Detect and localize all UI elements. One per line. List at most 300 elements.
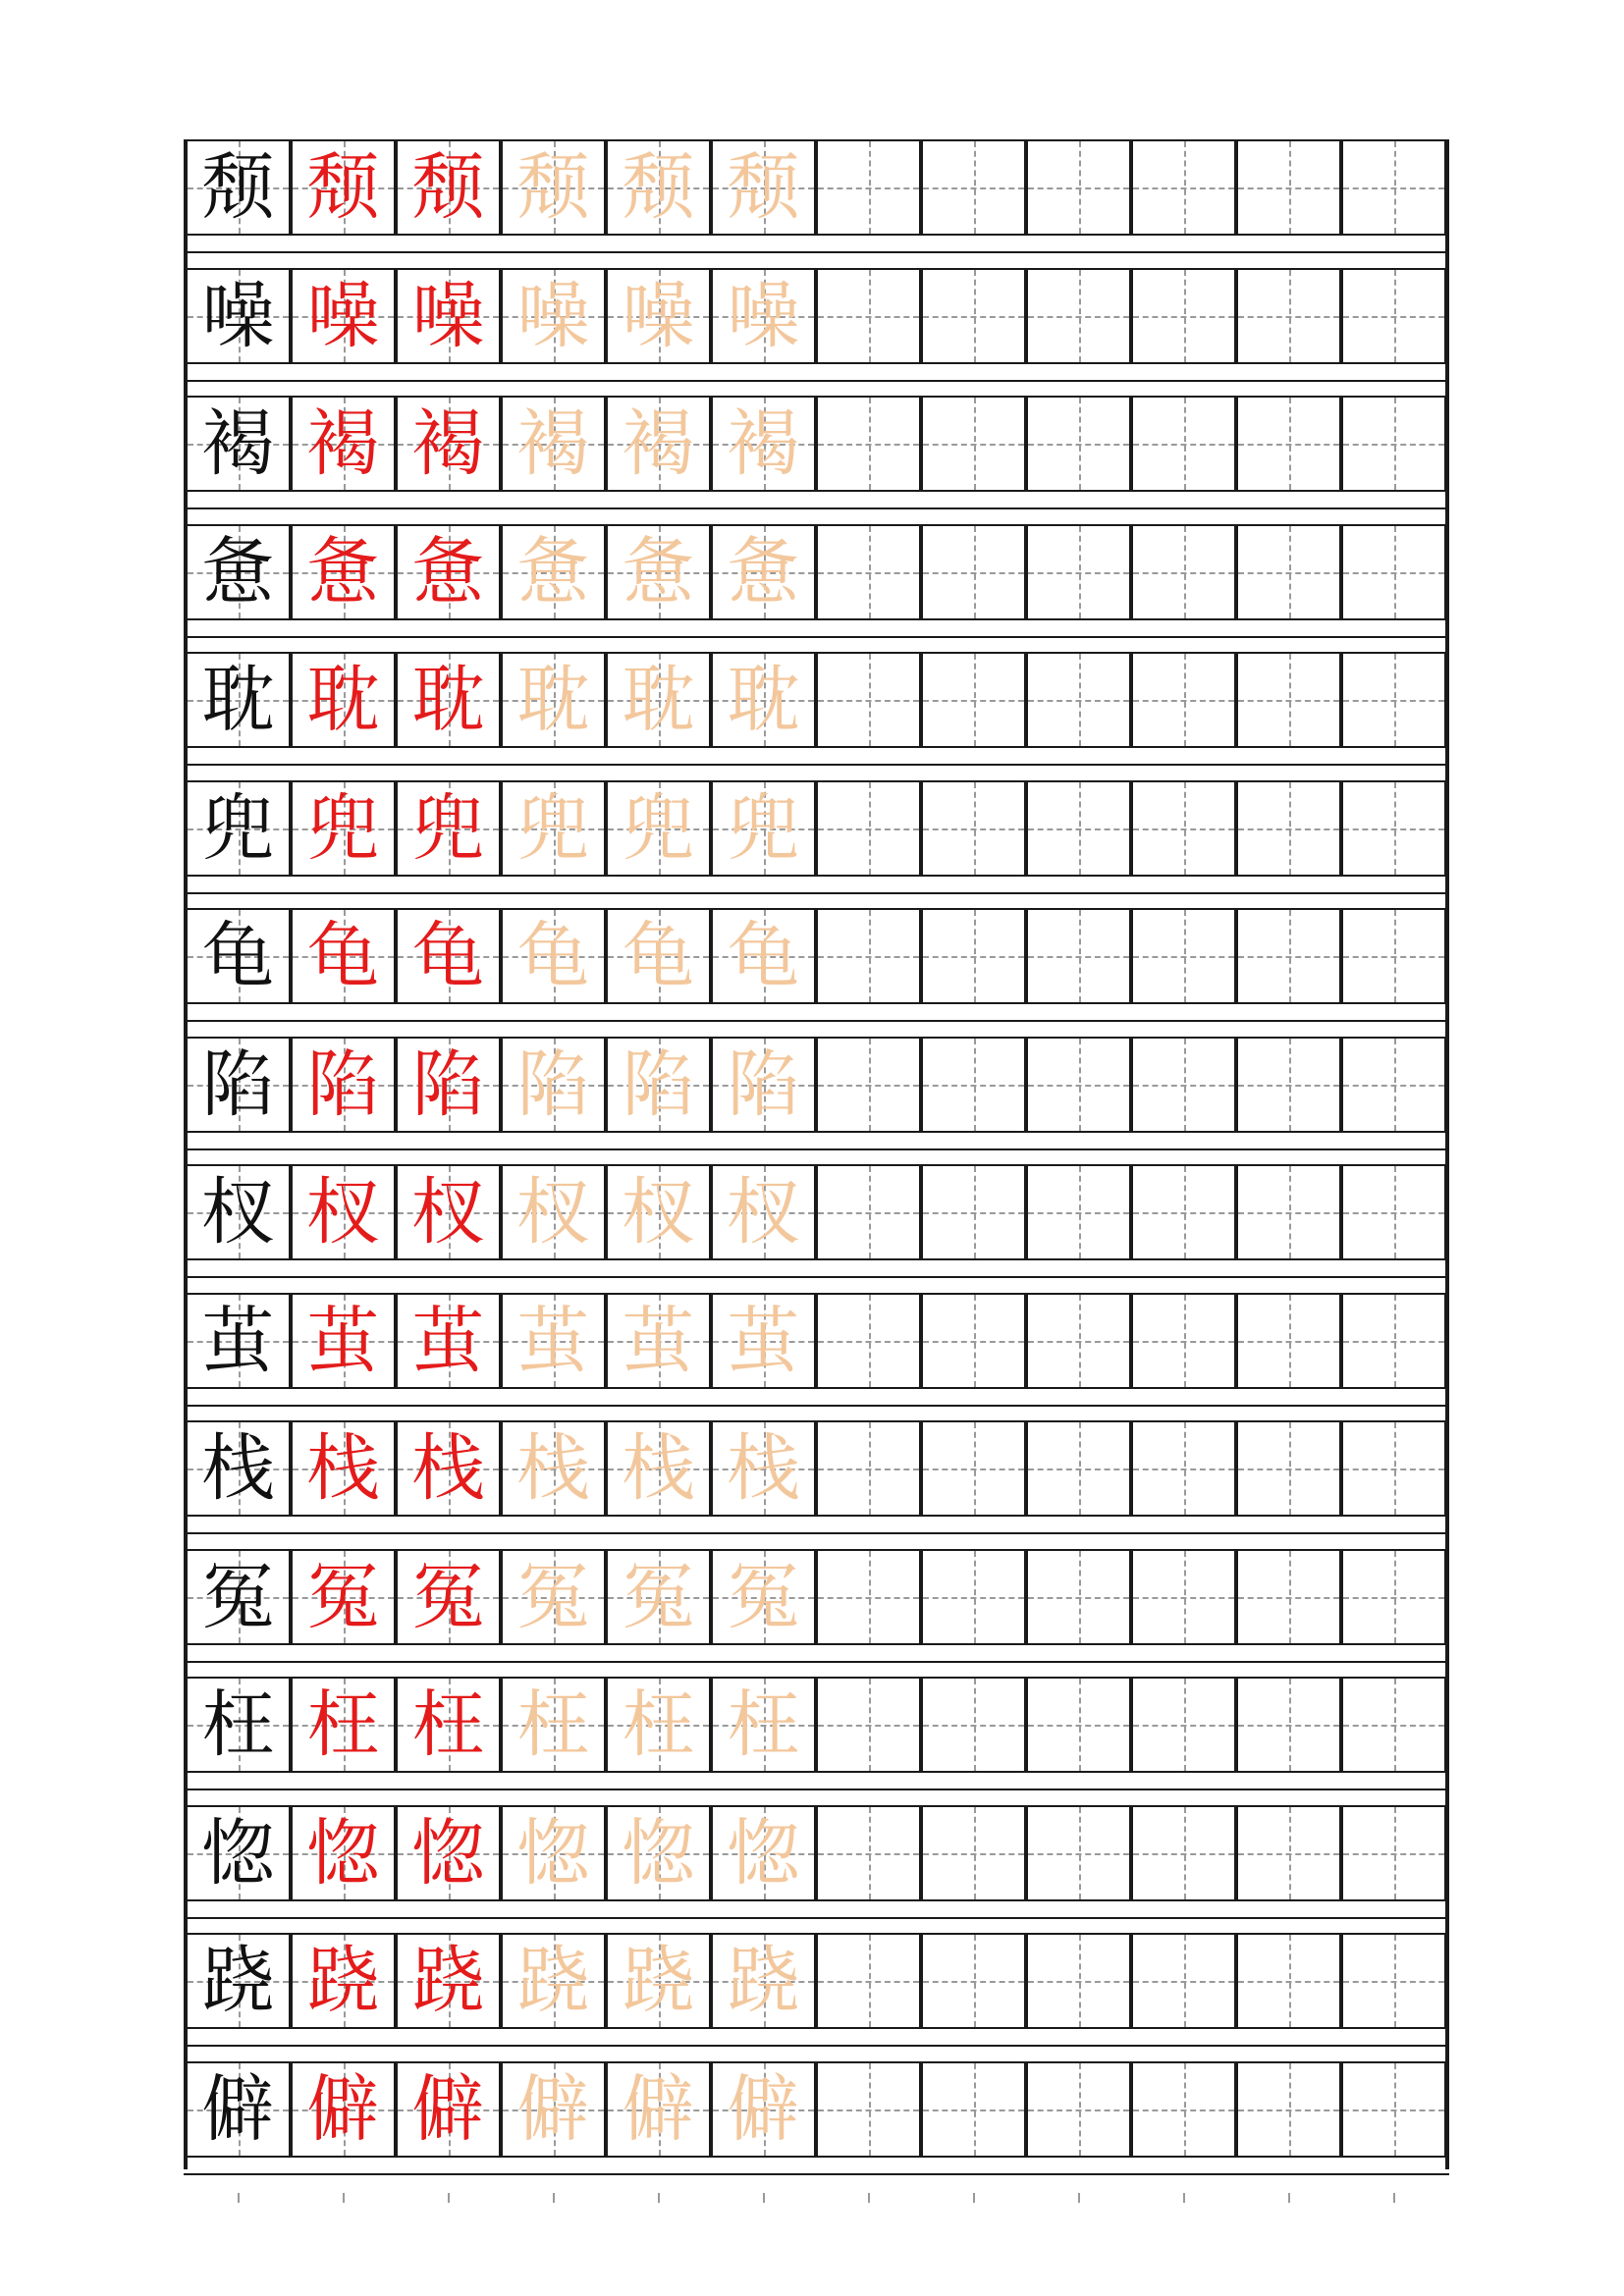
practice-cell bbox=[816, 1037, 921, 1133]
model-character: 僻 bbox=[201, 2067, 275, 2152]
guide-line-horizontal bbox=[923, 2109, 1024, 2111]
practice-cell bbox=[711, 1805, 816, 1901]
red-copy-character: 惚 bbox=[411, 1811, 485, 1896]
practice-cell bbox=[1236, 139, 1341, 236]
practice-cell bbox=[816, 139, 921, 236]
trace-character: 惚 bbox=[516, 1811, 590, 1896]
practice-cell bbox=[1026, 1164, 1131, 1260]
practice-cell bbox=[1236, 524, 1341, 620]
guide-line-horizontal bbox=[923, 316, 1024, 318]
red-copy-character: 跷 bbox=[306, 1939, 380, 2023]
guide-line-horizontal bbox=[818, 187, 919, 189]
practice-cell bbox=[921, 139, 1026, 236]
practice-cell bbox=[711, 1549, 816, 1645]
red-copy-character: 僻 bbox=[411, 2067, 485, 2152]
guide-line-horizontal bbox=[818, 1341, 919, 1343]
practice-cell bbox=[1341, 1037, 1446, 1133]
guide-line-horizontal bbox=[1133, 828, 1234, 830]
guide-line-horizontal bbox=[1133, 1085, 1234, 1087]
row-separator-line bbox=[184, 1276, 1449, 1278]
practice-cell bbox=[501, 1933, 606, 2029]
practice-cell bbox=[1236, 652, 1341, 748]
practice-cell bbox=[1236, 1293, 1341, 1389]
guide-line-horizontal bbox=[1028, 1468, 1129, 1470]
trace-character: 惫 bbox=[516, 530, 590, 614]
practice-cell bbox=[711, 652, 816, 748]
practice-cell bbox=[921, 1420, 1026, 1517]
trace-character: 跷 bbox=[516, 1939, 590, 2023]
practice-cell bbox=[186, 1677, 291, 1773]
red-copy-character: 惫 bbox=[306, 530, 380, 614]
trace-character: 跷 bbox=[727, 1939, 800, 2023]
practice-row bbox=[184, 396, 1449, 492]
model-character: 惚 bbox=[201, 1811, 275, 1896]
trace-character: 陷 bbox=[622, 1042, 695, 1127]
practice-cell bbox=[186, 268, 291, 364]
practice-cell bbox=[921, 652, 1026, 748]
practice-cell bbox=[291, 1420, 396, 1517]
guide-line-horizontal bbox=[1343, 444, 1444, 446]
guide-line-horizontal bbox=[1133, 444, 1234, 446]
practice-cell bbox=[1131, 2061, 1236, 2158]
practice-cell bbox=[606, 396, 711, 492]
practice-cell bbox=[396, 652, 501, 748]
guide-line-horizontal bbox=[1133, 572, 1234, 574]
practice-cell bbox=[1341, 268, 1446, 364]
trace-character: 茧 bbox=[622, 1299, 695, 1383]
practice-cell bbox=[396, 1037, 501, 1133]
trace-character: 陷 bbox=[727, 1042, 800, 1127]
red-copy-character: 褐 bbox=[306, 401, 380, 486]
red-copy-character: 枉 bbox=[411, 1682, 485, 1767]
guide-line-horizontal bbox=[1133, 2109, 1234, 2111]
guide-line-horizontal bbox=[1238, 828, 1339, 830]
practice-cell bbox=[1236, 2061, 1341, 2158]
practice-cell bbox=[816, 524, 921, 620]
practice-cell bbox=[816, 396, 921, 492]
practice-cell bbox=[921, 1805, 1026, 1901]
practice-cell bbox=[1131, 268, 1236, 364]
practice-cell bbox=[921, 1037, 1026, 1133]
practice-cell bbox=[186, 652, 291, 748]
trace-character: 惫 bbox=[727, 530, 800, 614]
practice-cell bbox=[396, 1933, 501, 2029]
practice-cell bbox=[816, 1677, 921, 1773]
trace-character: 兜 bbox=[622, 786, 695, 871]
guide-line-horizontal bbox=[818, 444, 919, 446]
practice-cell bbox=[711, 1420, 816, 1517]
practice-cell bbox=[711, 1933, 816, 2029]
practice-cell bbox=[1131, 1293, 1236, 1389]
guide-line-horizontal bbox=[1343, 316, 1444, 318]
trace-character: 陷 bbox=[516, 1042, 590, 1127]
practice-cell bbox=[501, 139, 606, 236]
guide-line-horizontal bbox=[1343, 1341, 1444, 1343]
guide-line-horizontal bbox=[1238, 700, 1339, 702]
practice-cell bbox=[186, 396, 291, 492]
practice-cell bbox=[816, 1933, 921, 2029]
practice-cell bbox=[921, 1293, 1026, 1389]
model-character: 陷 bbox=[201, 1042, 275, 1127]
red-copy-character: 龟 bbox=[411, 914, 485, 998]
practice-cell bbox=[186, 780, 291, 877]
practice-cell bbox=[921, 524, 1026, 620]
guide-line-horizontal bbox=[923, 1725, 1024, 1727]
practice-cell bbox=[816, 1164, 921, 1260]
practice-cell bbox=[1341, 1677, 1446, 1773]
practice-cell bbox=[1026, 2061, 1131, 2158]
trace-character: 褐 bbox=[516, 401, 590, 486]
practice-cell bbox=[1026, 1420, 1131, 1517]
guide-line-horizontal bbox=[1028, 2109, 1129, 2111]
trace-character: 褐 bbox=[622, 401, 695, 486]
trace-character: 龟 bbox=[622, 914, 695, 998]
guide-line-horizontal bbox=[1238, 572, 1339, 574]
guide-line-horizontal bbox=[1133, 1597, 1234, 1599]
red-copy-character: 杈 bbox=[306, 1170, 380, 1255]
practice-cell bbox=[606, 1677, 711, 1773]
trace-character: 兜 bbox=[727, 786, 800, 871]
practice-cell bbox=[1026, 1037, 1131, 1133]
guide-line-horizontal bbox=[1028, 700, 1129, 702]
guide-line-horizontal bbox=[923, 572, 1024, 574]
practice-row bbox=[184, 2061, 1449, 2158]
guide-line-horizontal bbox=[1343, 1981, 1444, 1983]
tail-guide-tick bbox=[763, 2193, 765, 2203]
practice-cell bbox=[501, 1164, 606, 1260]
red-copy-character: 龟 bbox=[306, 914, 380, 998]
guide-line-horizontal bbox=[1028, 956, 1129, 958]
practice-cell bbox=[291, 1037, 396, 1133]
red-copy-character: 茧 bbox=[306, 1299, 380, 1383]
guide-line-horizontal bbox=[923, 700, 1024, 702]
guide-line-horizontal bbox=[923, 956, 1024, 958]
practice-cell bbox=[921, 1933, 1026, 2029]
red-copy-character: 栈 bbox=[306, 1426, 380, 1511]
practice-cell bbox=[186, 1164, 291, 1260]
practice-cell bbox=[1131, 1037, 1236, 1133]
guide-line-horizontal bbox=[1133, 1853, 1234, 1855]
red-copy-character: 跷 bbox=[411, 1939, 485, 2023]
practice-cell bbox=[1341, 908, 1446, 1004]
guide-line-horizontal bbox=[1028, 316, 1129, 318]
guide-line-horizontal bbox=[818, 700, 919, 702]
practice-cell bbox=[606, 908, 711, 1004]
practice-cell bbox=[1026, 268, 1131, 364]
trace-character: 枉 bbox=[516, 1682, 590, 1767]
practice-cell bbox=[711, 396, 816, 492]
practice-cell bbox=[711, 139, 816, 236]
practice-row bbox=[184, 1677, 1449, 1773]
red-copy-character: 杈 bbox=[411, 1170, 485, 1255]
practice-cell bbox=[606, 1805, 711, 1901]
practice-cell bbox=[606, 2061, 711, 2158]
practice-cell bbox=[1341, 1420, 1446, 1517]
trace-character: 龟 bbox=[727, 914, 800, 998]
guide-line-horizontal bbox=[1343, 956, 1444, 958]
guide-line-horizontal bbox=[1133, 700, 1234, 702]
guide-line-horizontal bbox=[1343, 1468, 1444, 1470]
practice-cell bbox=[396, 396, 501, 492]
practice-cell bbox=[921, 396, 1026, 492]
guide-line-horizontal bbox=[1028, 1212, 1129, 1214]
practice-cell bbox=[816, 1549, 921, 1645]
practice-cell bbox=[1131, 1933, 1236, 2029]
practice-cell bbox=[711, 1164, 816, 1260]
guide-line-horizontal bbox=[1238, 2109, 1339, 2111]
guide-line-horizontal bbox=[1133, 1212, 1234, 1214]
tail-guide-tick bbox=[1393, 2193, 1395, 2203]
row-separator-line bbox=[184, 1532, 1449, 1534]
red-copy-character: 颓 bbox=[411, 145, 485, 230]
practice-cell bbox=[501, 780, 606, 877]
guide-line-horizontal bbox=[818, 572, 919, 574]
practice-cell bbox=[396, 524, 501, 620]
trace-character: 颓 bbox=[622, 145, 695, 230]
row-separator-line bbox=[184, 764, 1449, 766]
row-separator-line bbox=[184, 1789, 1449, 1790]
red-copy-character: 耽 bbox=[306, 658, 380, 742]
guide-line-horizontal bbox=[923, 1212, 1024, 1214]
row-separator-line bbox=[184, 1020, 1449, 1022]
practice-cell bbox=[606, 1037, 711, 1133]
red-copy-character: 冤 bbox=[306, 1555, 380, 1639]
guide-line-horizontal bbox=[1028, 444, 1129, 446]
practice-cell bbox=[396, 139, 501, 236]
tail-guide-tick bbox=[1078, 2193, 1080, 2203]
practice-cell bbox=[186, 1549, 291, 1645]
practice-cell bbox=[291, 908, 396, 1004]
trace-character: 栈 bbox=[727, 1426, 800, 1511]
red-copy-character: 枉 bbox=[306, 1682, 380, 1767]
practice-row bbox=[184, 1293, 1449, 1389]
trace-character: 噪 bbox=[622, 274, 695, 358]
practice-row bbox=[184, 780, 1449, 877]
guide-line-horizontal bbox=[923, 828, 1024, 830]
red-copy-character: 褐 bbox=[411, 401, 485, 486]
tail-guide-tick bbox=[973, 2193, 975, 2203]
row-separator-line bbox=[184, 1405, 1449, 1407]
practice-cell bbox=[1236, 268, 1341, 364]
practice-cell bbox=[816, 908, 921, 1004]
practice-cell bbox=[186, 524, 291, 620]
practice-row bbox=[184, 524, 1449, 620]
tail-guide-tick bbox=[658, 2193, 660, 2203]
model-character: 杈 bbox=[201, 1170, 275, 1255]
guide-line-horizontal bbox=[818, 1212, 919, 1214]
practice-cell bbox=[1026, 1805, 1131, 1901]
guide-line-horizontal bbox=[1343, 1085, 1444, 1087]
practice-cell bbox=[606, 1164, 711, 1260]
row-separator-line bbox=[184, 507, 1449, 509]
practice-cell bbox=[711, 908, 816, 1004]
red-copy-character: 兜 bbox=[306, 786, 380, 871]
guide-line-horizontal bbox=[1133, 1341, 1234, 1343]
practice-cell bbox=[291, 1677, 396, 1773]
practice-cell bbox=[1236, 1805, 1341, 1901]
practice-cell bbox=[711, 2061, 816, 2158]
practice-cell bbox=[1131, 780, 1236, 877]
practice-cell bbox=[606, 1549, 711, 1645]
practice-cell bbox=[186, 2061, 291, 2158]
guide-line-horizontal bbox=[1238, 1853, 1339, 1855]
practice-cell bbox=[396, 1420, 501, 1517]
trace-character: 枉 bbox=[727, 1682, 800, 1767]
practice-cell bbox=[501, 1805, 606, 1901]
practice-cell bbox=[291, 652, 396, 748]
guide-line-horizontal bbox=[818, 316, 919, 318]
practice-cell bbox=[1131, 139, 1236, 236]
practice-cell bbox=[396, 2061, 501, 2158]
red-copy-character: 噪 bbox=[411, 274, 485, 358]
row-separator-line bbox=[184, 380, 1449, 382]
practice-cell bbox=[1131, 1420, 1236, 1517]
practice-row bbox=[184, 1933, 1449, 2029]
trace-character: 耽 bbox=[622, 658, 695, 742]
model-character: 颓 bbox=[201, 145, 275, 230]
trace-character: 枉 bbox=[622, 1682, 695, 1767]
guide-line-horizontal bbox=[1343, 1725, 1444, 1727]
model-character: 冤 bbox=[201, 1555, 275, 1639]
model-character: 耽 bbox=[201, 658, 275, 742]
practice-cell bbox=[711, 1293, 816, 1389]
guide-line-horizontal bbox=[1028, 187, 1129, 189]
red-copy-character: 颓 bbox=[306, 145, 380, 230]
practice-cell bbox=[1236, 396, 1341, 492]
guide-line-horizontal bbox=[1238, 1468, 1339, 1470]
practice-cell bbox=[186, 1933, 291, 2029]
guide-line-horizontal bbox=[1238, 1981, 1339, 1983]
practice-row bbox=[184, 1420, 1449, 1517]
trace-character: 颓 bbox=[516, 145, 590, 230]
guide-line-horizontal bbox=[1028, 1597, 1129, 1599]
guide-line-horizontal bbox=[923, 1981, 1024, 1983]
row-separator-line bbox=[184, 1661, 1449, 1663]
practice-cell bbox=[291, 2061, 396, 2158]
tail-guide-tick bbox=[448, 2193, 450, 2203]
practice-cell bbox=[501, 268, 606, 364]
tail-guide-tick bbox=[1183, 2193, 1185, 2203]
red-copy-character: 僻 bbox=[306, 2067, 380, 2152]
practice-cell bbox=[1341, 1549, 1446, 1645]
practice-cell bbox=[396, 1164, 501, 1260]
red-copy-character: 陷 bbox=[411, 1042, 485, 1127]
practice-cell bbox=[1341, 524, 1446, 620]
trace-character: 冤 bbox=[727, 1555, 800, 1639]
row-separator-line bbox=[184, 1917, 1449, 1919]
practice-cell bbox=[921, 908, 1026, 1004]
practice-cell bbox=[501, 2061, 606, 2158]
practice-cell bbox=[1341, 1933, 1446, 2029]
practice-cell bbox=[501, 1293, 606, 1389]
row-separator-line bbox=[184, 2173, 1449, 2175]
guide-line-horizontal bbox=[1028, 572, 1129, 574]
guide-line-horizontal bbox=[1238, 1212, 1339, 1214]
practice-cell bbox=[396, 1293, 501, 1389]
practice-cell bbox=[396, 908, 501, 1004]
trace-character: 栈 bbox=[516, 1426, 590, 1511]
practice-sheet bbox=[184, 139, 1449, 2169]
practice-cell bbox=[1341, 396, 1446, 492]
practice-cell bbox=[921, 780, 1026, 877]
red-copy-character: 兜 bbox=[411, 786, 485, 871]
model-character: 兜 bbox=[201, 786, 275, 871]
guide-line-horizontal bbox=[1238, 956, 1339, 958]
tail-guide-tick bbox=[868, 2193, 870, 2203]
practice-cell bbox=[1026, 524, 1131, 620]
practice-cell bbox=[1026, 908, 1131, 1004]
practice-cell bbox=[606, 1293, 711, 1389]
guide-line-horizontal bbox=[1343, 828, 1444, 830]
model-character: 龟 bbox=[201, 914, 275, 998]
guide-line-horizontal bbox=[818, 1981, 919, 1983]
guide-line-horizontal bbox=[1238, 1725, 1339, 1727]
row-separator-line bbox=[184, 2045, 1449, 2047]
guide-line-horizontal bbox=[1343, 2109, 1444, 2111]
row-separator-line bbox=[184, 636, 1449, 638]
trace-character: 杈 bbox=[516, 1170, 590, 1255]
practice-row bbox=[184, 1805, 1449, 1901]
trace-character: 耽 bbox=[727, 658, 800, 742]
tail-guide-tick bbox=[343, 2193, 345, 2203]
guide-line-horizontal bbox=[818, 956, 919, 958]
trace-character: 颓 bbox=[727, 145, 800, 230]
trace-character: 跷 bbox=[622, 1939, 695, 2023]
trace-character: 噪 bbox=[727, 274, 800, 358]
practice-cell bbox=[291, 1549, 396, 1645]
practice-cell bbox=[291, 1293, 396, 1389]
guide-line-horizontal bbox=[1238, 1597, 1339, 1599]
tail-guide-tick bbox=[238, 2193, 240, 2203]
trace-character: 惚 bbox=[727, 1811, 800, 1896]
tail-guide-tick bbox=[553, 2193, 555, 2203]
practice-cell bbox=[186, 1293, 291, 1389]
trace-character: 褐 bbox=[727, 401, 800, 486]
practice-cell bbox=[501, 1037, 606, 1133]
practice-cell bbox=[816, 780, 921, 877]
practice-cell bbox=[186, 1420, 291, 1517]
practice-cell bbox=[606, 1420, 711, 1517]
model-character: 枉 bbox=[201, 1682, 275, 1767]
model-character: 栈 bbox=[201, 1426, 275, 1511]
practice-cell bbox=[816, 268, 921, 364]
practice-cell bbox=[1026, 652, 1131, 748]
guide-line-horizontal bbox=[923, 1468, 1024, 1470]
practice-cell bbox=[1341, 652, 1446, 748]
practice-cell bbox=[1131, 524, 1236, 620]
guide-line-horizontal bbox=[1028, 1341, 1129, 1343]
practice-cell bbox=[1236, 1677, 1341, 1773]
practice-cell bbox=[816, 1805, 921, 1901]
practice-cell bbox=[501, 1677, 606, 1773]
red-copy-character: 茧 bbox=[411, 1299, 485, 1383]
practice-row bbox=[184, 268, 1449, 364]
practice-cell bbox=[711, 780, 816, 877]
trace-character: 杈 bbox=[622, 1170, 695, 1255]
practice-cell bbox=[501, 396, 606, 492]
trace-character: 耽 bbox=[516, 658, 590, 742]
practice-cell bbox=[291, 139, 396, 236]
guide-line-horizontal bbox=[1028, 1085, 1129, 1087]
trace-character: 僻 bbox=[516, 2067, 590, 2152]
practice-cell bbox=[711, 268, 816, 364]
practice-cell bbox=[1341, 1293, 1446, 1389]
row-separator-line bbox=[184, 892, 1449, 894]
practice-cell bbox=[1341, 2061, 1446, 2158]
guide-line-horizontal bbox=[1343, 1212, 1444, 1214]
practice-cell bbox=[1236, 1549, 1341, 1645]
practice-cell bbox=[1341, 1164, 1446, 1260]
